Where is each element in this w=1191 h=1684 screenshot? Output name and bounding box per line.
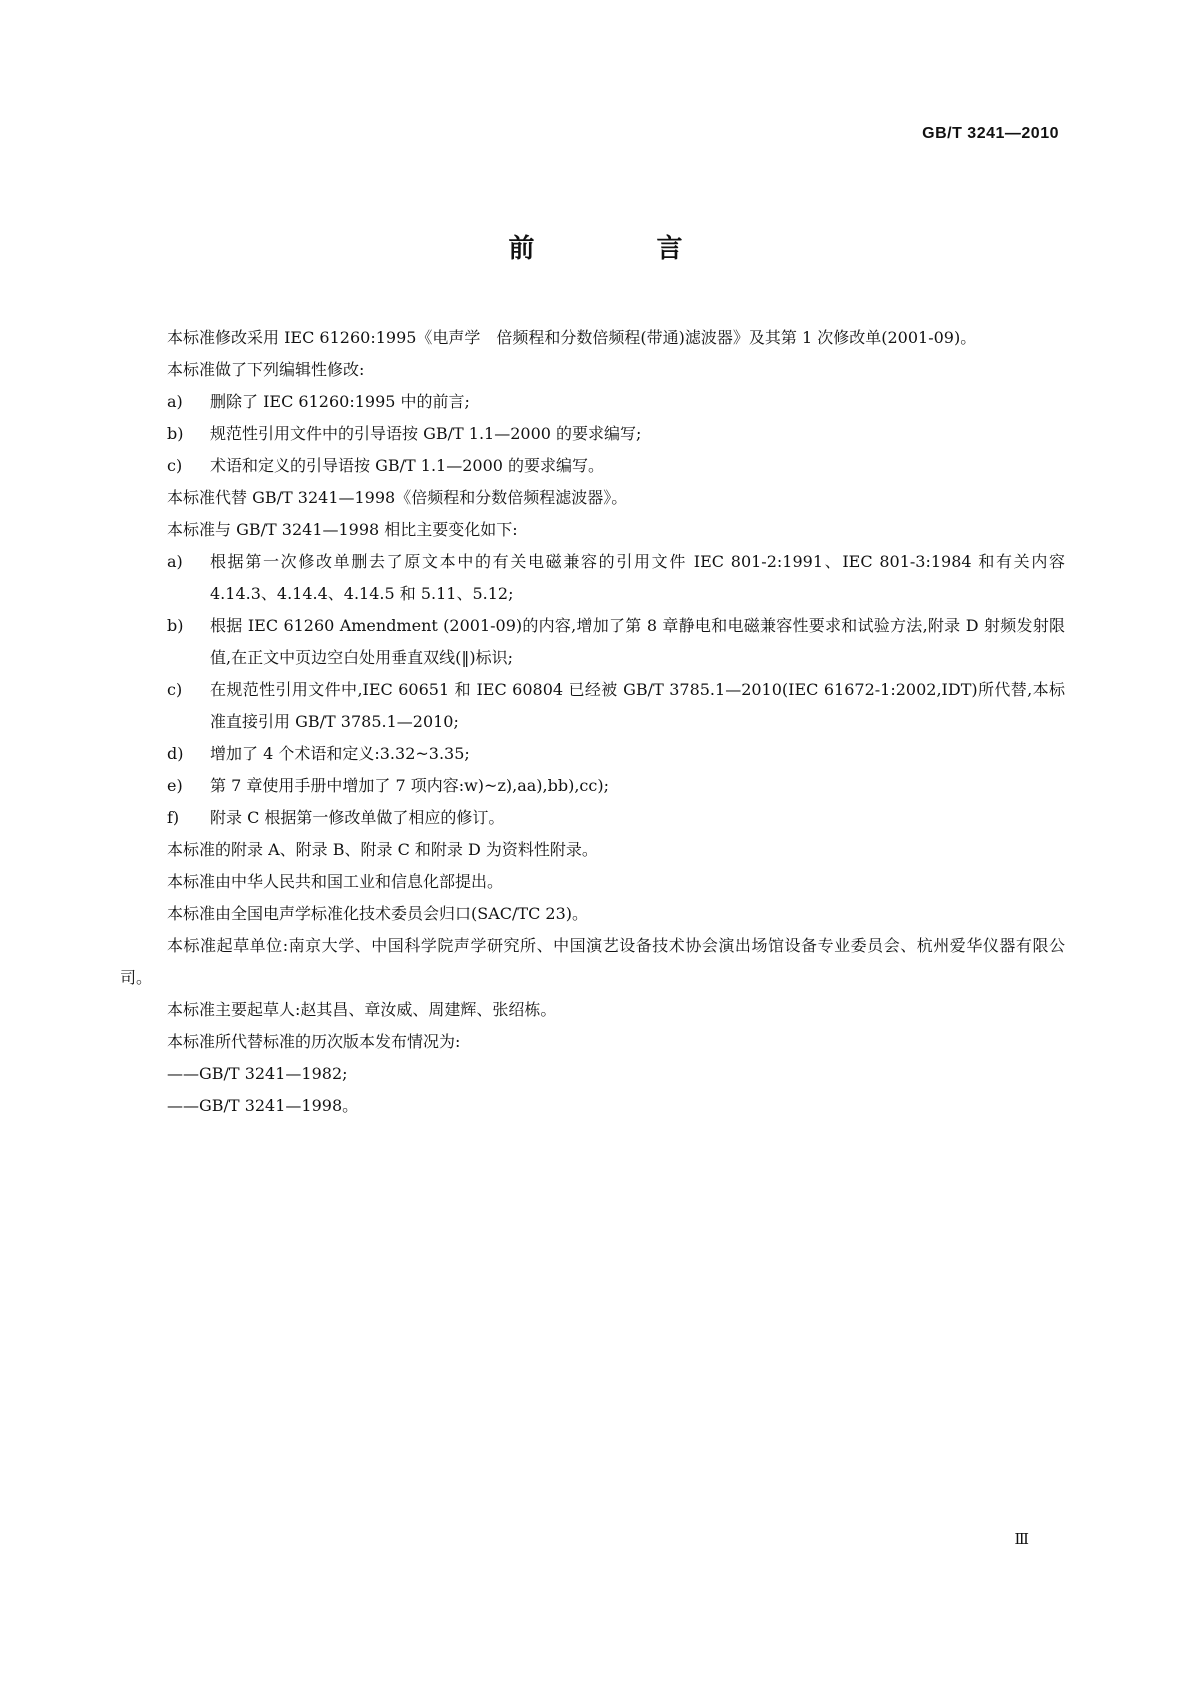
page-number: Ⅲ — [1014, 1530, 1029, 1548]
list-item-text: 在规范性引用文件中,IEC 60651 和 IEC 60804 已经被 GB/T 3785.1—2010(IEC 61672-1:2002,IDT)所代替,本标准直接引用 GB/T 3785.1—2010; — [210, 680, 1065, 731]
paragraph-annexes: 本标准的附录 A、附录 B、附录 C 和附录 D 为资料性附录。 — [167, 840, 598, 859]
list-item — [120, 802, 1065, 834]
main-changes-list — [120, 546, 1065, 834]
list-item — [120, 546, 1065, 610]
list-item-text: 第 7 章使用手册中增加了 7 项内容:w)~z),aa),bb),cc); — [210, 776, 609, 795]
list-item — [120, 418, 1065, 450]
foreword-body — [120, 322, 1065, 1122]
list-item-text: 术语和定义的引导语按 GB/T 1.1—2000 的要求编写。 — [210, 456, 605, 475]
standard-number: GB/T 3241—2010 — [922, 125, 1059, 142]
list-item — [120, 674, 1065, 738]
list-marker: a) — [167, 552, 183, 571]
list-item-text: 规范性引用文件中的引导语按 GB/T 1.1—2000 的要求编写; — [210, 424, 642, 443]
list-marker: b) — [167, 616, 184, 635]
list-item — [120, 770, 1065, 802]
list-marker: e) — [167, 776, 183, 795]
list-marker: a) — [167, 392, 183, 411]
edition-item: ——GB/T 3241—1998。 — [167, 1096, 359, 1115]
paragraph-adoption: 本标准修改采用 IEC 61260:1995《电声学 倍频程和分数倍频程(带通)滤波器》及其第 1 次修改单(2001-09)。 — [167, 328, 977, 347]
paragraph-replaces: 本标准代替 GB/T 3241—1998《倍频程和分数倍频程滤波器》。 — [167, 488, 628, 507]
edition-item: ——GB/T 3241—1982; — [167, 1064, 348, 1083]
paragraph-editorial-intro: 本标准做了下列编辑性修改: — [167, 360, 365, 379]
paragraph-editions-intro: 本标准所代替标准的历次版本发布情况为: — [167, 1032, 461, 1051]
paragraph-committee: 本标准由全国电声学标准化技术委员会归口(SAC/TC 23)。 — [167, 904, 588, 923]
page-title: 前 言 — [508, 234, 731, 264]
paragraph-drafting-units: 本标准起草单位:南京大学、中国科学院声学研究所、中国演艺设备技术协会演出场馆设备专业委员会、杭州爱华仪器有限公司。 — [120, 936, 1065, 987]
list-marker: c) — [167, 456, 183, 475]
list-item — [120, 738, 1065, 770]
paragraph-proposer: 本标准由中华人民共和国工业和信息化部提出。 — [167, 872, 504, 891]
paragraph-changes-intro: 本标准与 GB/T 3241—1998 相比主要变化如下: — [167, 520, 518, 539]
list-item-text: 根据第一次修改单删去了原文本中的有关电磁兼容的引用文件 IEC 801-2:1991、IEC 801-3:1984 和有关内容 4.14.3、4.14.4、4.14.5 和 5.11、5.12; — [210, 552, 1065, 603]
list-item-text: 附录 C 根据第一修改单做了相应的修订。 — [210, 808, 505, 827]
list-item-text: 增加了 4 个术语和定义:3.32~3.35; — [210, 744, 470, 763]
list-item — [120, 386, 1065, 418]
list-item — [120, 450, 1065, 482]
previous-editions-list — [120, 1058, 1065, 1122]
list-marker: c) — [167, 680, 183, 699]
list-item — [120, 610, 1065, 674]
paragraph-drafters: 本标准主要起草人:赵其昌、章汝威、周建辉、张绍栋。 — [167, 1000, 557, 1019]
editorial-changes-list — [120, 386, 1065, 482]
list-marker: b) — [167, 424, 184, 443]
list-marker: f) — [167, 808, 180, 827]
list-marker: d) — [167, 744, 184, 763]
list-item-text: 删除了 IEC 61260:1995 中的前言; — [210, 392, 470, 411]
list-item-text: 根据 IEC 61260 Amendment (2001-09)的内容,增加了第 8 章静电和电磁兼容性要求和试验方法,附录 D 射频发射限值,在正文中页边空白处用垂直双线(‖)标识; — [210, 616, 1065, 667]
